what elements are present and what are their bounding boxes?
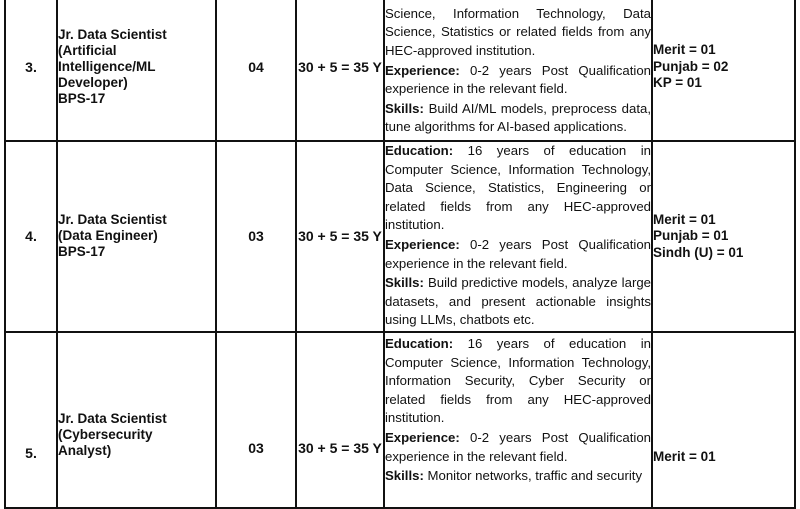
experience-label: Experience: xyxy=(385,429,460,445)
age-limit: 30 + 5 = 35 Y xyxy=(296,332,384,508)
age-limit: 30 + 5 = 35 Y xyxy=(296,0,384,141)
title-line: Jr. Data Scientist xyxy=(58,212,167,228)
age-limit: 30 + 5 = 35 Y xyxy=(296,141,384,332)
title-line: Developer) xyxy=(58,75,128,90)
education-text: Science, Information Technology, Data Science, Statistics or related fields from any HEC-approved institution. xyxy=(385,5,651,59)
quota-item: Merit = 01 xyxy=(653,448,716,464)
quota-distribution xyxy=(652,332,795,508)
serial-number: 4. xyxy=(5,141,57,332)
skills-text: Skills: Build AI/ML models, preprocess data, tune algorithms for AI-based applications. xyxy=(385,100,651,135)
serial-number: 3. xyxy=(5,0,57,141)
quota-item: Sindh (U) = 01 xyxy=(653,244,744,260)
quota-distribution xyxy=(652,0,795,141)
serial-number: 5. xyxy=(5,332,57,508)
title-line: (Artificial xyxy=(58,43,117,58)
education-label: Education: xyxy=(385,143,454,158)
experience-text: Experience: 0-2 years Post Qualification experience in the relevant field. xyxy=(385,62,651,97)
eligibility-criteria xyxy=(384,141,652,332)
table-row xyxy=(5,332,795,508)
experience-label: Experience: xyxy=(385,236,460,252)
number-of-posts: 03 xyxy=(216,141,296,332)
title-line: Jr. Data Scientist xyxy=(58,27,167,42)
education-text: Education: 16 years of education in Computer Science, Information Technology, Information Security, Cyber Security or related fields from any HEC-approved institution. xyxy=(385,335,651,426)
title-line: BPS-17 xyxy=(58,244,106,260)
title-line: Intelligence/ML xyxy=(58,59,156,74)
title-line: Analyst) xyxy=(58,442,112,458)
table-row xyxy=(5,0,795,141)
number-of-posts: 03 xyxy=(216,332,296,508)
eligibility-criteria xyxy=(384,332,652,508)
skills-label: Skills: xyxy=(385,468,424,484)
post-title xyxy=(57,0,216,141)
title-line: BPS-17 xyxy=(58,91,106,106)
quota-item: Punjab = 01 xyxy=(653,228,729,244)
number-of-posts: 04 xyxy=(216,0,296,141)
education-text: Education: 16 years of education in Computer Science, Information Technology, Data Science, Statistics, Engineering or related fields from any HEC-approved institution. xyxy=(385,143,651,233)
experience-text: Experience: 0-2 years Post Qualification experience in the relevant field. xyxy=(385,429,651,464)
education-label: Education: xyxy=(385,335,454,351)
skills-label: Skills: xyxy=(385,275,424,291)
skills-text: Skills: Monitor networks, traffic and security xyxy=(385,468,643,484)
quota-item: KP = 01 xyxy=(653,75,702,91)
job-table xyxy=(4,0,796,509)
title-line: (Data Engineer) xyxy=(58,228,158,244)
quota-item: Merit = 01 xyxy=(653,211,716,227)
table-row xyxy=(5,141,795,332)
quota-item: Merit = 01 xyxy=(653,42,716,58)
title-line: Jr. Data Scientist xyxy=(58,410,167,426)
title-line: (Cybersecurity xyxy=(58,426,153,442)
quota-item: Punjab = 02 xyxy=(653,58,729,74)
post-title xyxy=(57,141,216,332)
post-title xyxy=(57,332,216,508)
eligibility-criteria xyxy=(384,0,652,141)
skills-label: Skills: xyxy=(385,100,424,116)
experience-label: Experience: xyxy=(385,62,460,78)
quota-distribution xyxy=(652,141,795,332)
skills-text: Skills: Build predictive models, analyze large datasets, and present actionable insights using LLMs, chatbots etc. xyxy=(385,275,652,328)
experience-text: Experience: 0-2 years Post Qualification experience in the relevant field. xyxy=(385,236,651,271)
